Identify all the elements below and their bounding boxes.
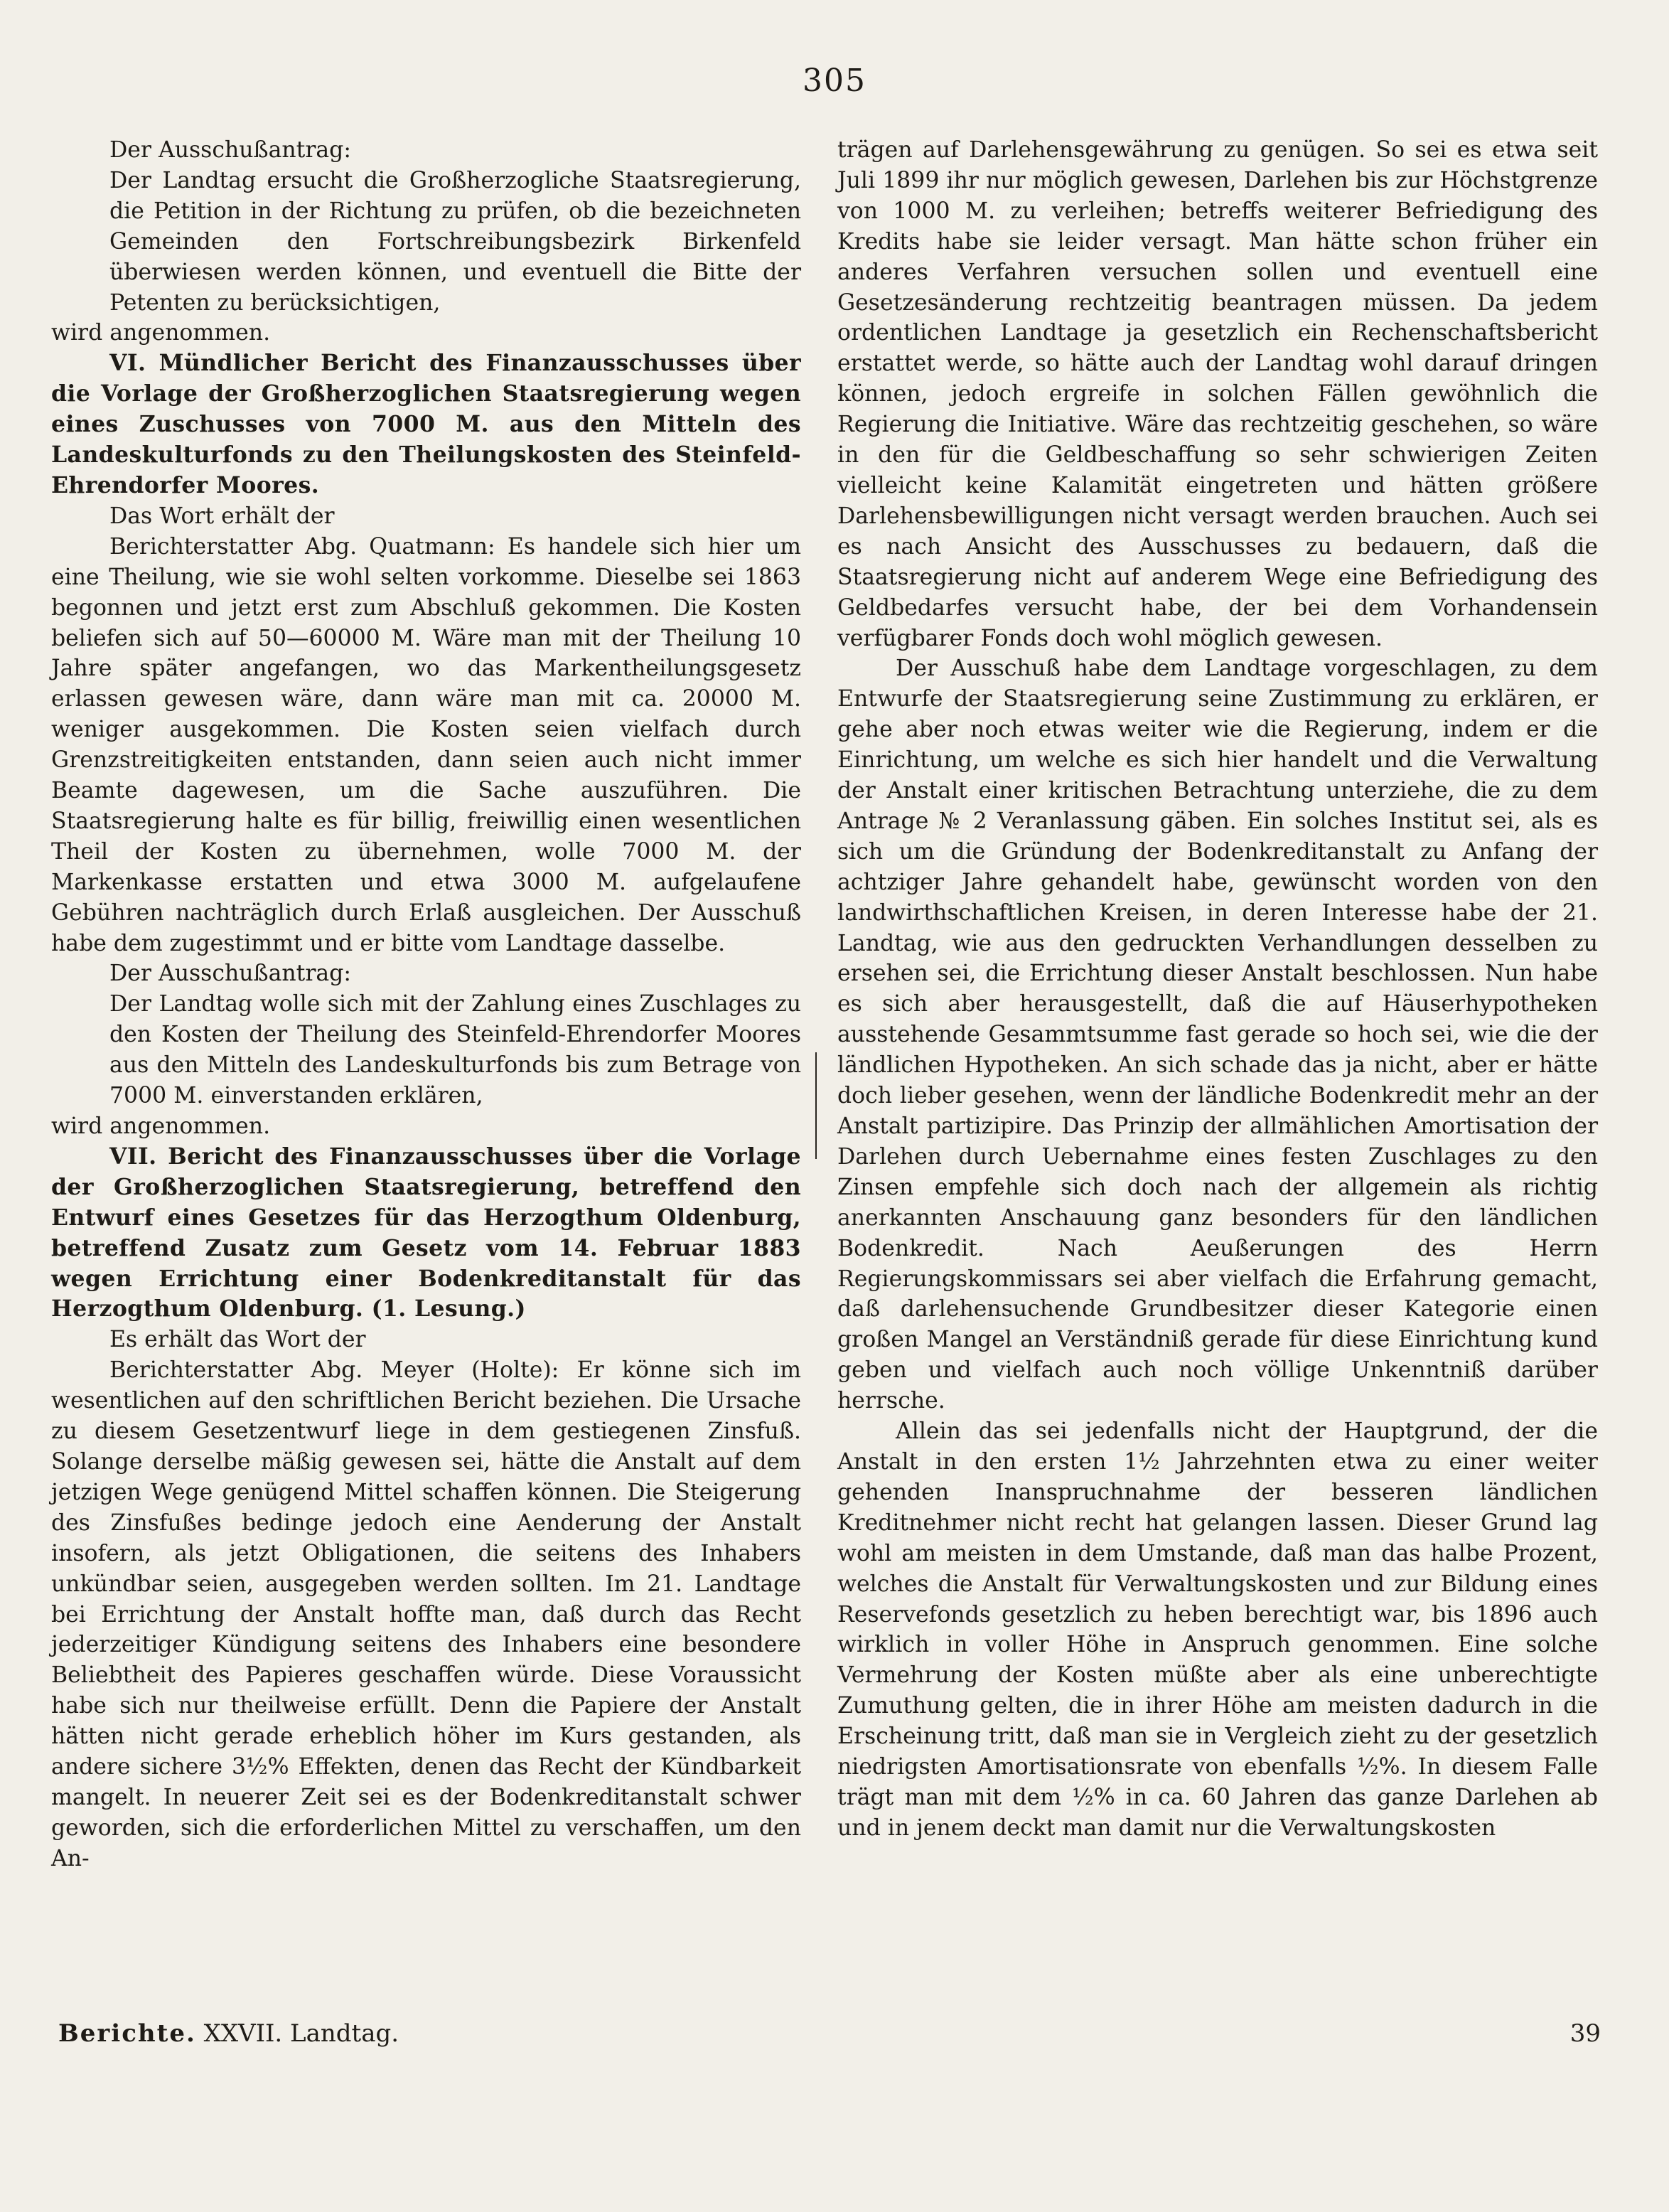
paragraph: Der Ausschußantrag: <box>109 137 351 163</box>
paragraph: Der Ausschuß habe dem Landtage vorgeschlagen, zu dem Entwurfe der Staatsregierung seine Zustimmung zu erklären, er gehe aber noch etwas weiter wie die Regierung, indem er die Einrichtung, um welche es sich hier handelt und die Verwaltung der Anstalt einer kritischen Betrachtung unterziehe, die zu dem Antrage № 2 Veranlassung gäben. Ein solches Institut sei, als es sich um die Gründung der Bodenkreditanstalt zu Anfang der achtziger Jahre gehandelt habe, gewünscht worden von den landwirthschaftlichen Kreisen, in deren Interesse habe der 21. Landtag, wie aus den gedruckten Verhandlungen desselben zu ersehen sei, die Errichtung dieser Anstalt beschlossen. Nun habe es sich aber herausgestellt, daß die auf Häuserhypotheken ausstehende Gesammtsumme fast gerade so hoch sei, wie die der ländlichen Hypotheken. An sich schade das ja nicht, aber er hätte doch lieber gesehen, wenn der ländliche Bodenkredit mehr an der Anstalt partizipire. Das Prinzip der allmählichen Amortisation der Darlehen durch Uebernahme eines festen Zuschlages zu den Zinsen empfehle sich doch nach der allgemein als richtig anerkannten Anschauung ganz besonders für den ländlichen Bodenkredit. Nach Aeußerungen des Herrn Regierungskommissars sei aber vielfach die Erfahrung gemacht, daß darlehensuchende Grundbesitzer dieser Kategorie einen großen Mangel an Verständniß gerade für diese Einrichtung kund geben und vielfach auch noch völlige Unkenntniß darüber herrsche. <box>837 656 1598 1414</box>
footer-signature <box>58 2019 399 2048</box>
section-heading: VI. Mündlicher Bericht des Finanzausschusses über die Vorlage der Großherzoglichen Staatsregierung wegen eines Zuschusses von 7000 M. aus den Mitteln des Landeskulturfonds zu den Theilungskosten des Steinfeld-Ehrendorfer Moores. <box>51 350 801 498</box>
paragraph: Berichterstatter Abg. Quatmann: Es handele sich hier um eine Theilung, wie sie wohl selten vorkomme. Dieselbe sei 1863 begonnen und jetzt erst zum Abschluß gekommen. Die Kosten beliefen sich auf 50—60000 M. Wäre man mit der Theilung 10 Jahre später angefangen, wo das Markentheilungsgesetz erlassen gewesen wäre, dann wäre man mit ca. 20000 M. weniger ausgekommen. Die Kosten seien vielfach durch Grenzstreitigkeiten entstanden, dann seien auch nicht immer Beamte dagewesen, um die Sache auszuführen. Die Staatsregierung halte es für billig, freiwillig einen wesentlichen Theil der Kosten zu übernehmen, wolle 7000 M. der Markenkasse erstatten und etwa 3000 M. aufgelaufene Gebühren nachträglich durch Erlaß ausgleichen. Der Ausschuß habe dem zugestimmt und er bitte vom Landtage dasselbe. <box>51 533 801 956</box>
section-heading: VII. Bericht des Finanzausschusses über die Vorlage der Großherzoglichen Staatsregierung, betreffend den Entwurf eines Gesetzes für das Herzogthum Oldenburg, betreffend Zusatz zum Gesetz vom 14. Februar 1883 wegen Errichtung einer Bodenkreditanstalt für das Herzogthum Oldenburg. (1. Lesung.) <box>51 1143 801 1323</box>
paragraph: Das Wort erhält der <box>109 503 335 529</box>
page-number: 305 <box>803 63 866 99</box>
right-column <box>837 135 1598 1844</box>
paragraph: Berichterstatter Abg. Meyer (Holte): Er könne sich im wesentlichen auf den schriftlichen Bericht beziehen. Die Ursache zu diesem Gesetzentwurf liege in dem gestiegenen Zinsfuß. Solange derselbe mäßig gewesen sei, hätte die Anstalt auf dem jetzigen Wege genügend Mittel schaffen können. Die Steigerung des Zinsfußes bedinge jedoch eine Aenderung der Anstalt insofern, als jetzt Obligationen, die seitens des Inhabers unkündbar seien, ausgegeben werden sollten. Im 21. Landtage bei Errichtung der Anstalt hoffte man, daß durch das Recht jederzeitiger Kündigung seitens des Inhabers eine besondere Beliebtheit des Papieres geschaffen würde. Diese Voraussicht habe sich nur theilweise erfüllt. Denn die Papiere der Anstalt hätten nicht gerade erheblich höher im Kurs gestanden, als andere sichere 3½% Effekten, denen das Recht der Kündbarkeit mangelt. In neuerer Zeit sei es der Bodenkreditanstalt schwer geworden, sich die erforderlichen Mittel zu verschaffen, um den An- <box>51 1357 801 1871</box>
paragraph: Der Landtag ersucht die Großherzogliche Staatsregierung, die Petition in der Richtung zu prüfen, ob die bezeichneten Gemeinden den Fortschreibungsbezirk Birkenfeld überwiesen werden können, und eventuell die Bitte der Petenten zu berücksichtigen, <box>109 167 801 316</box>
paragraph: trägen auf Darlehensgewährung zu genügen. So sei es etwa seit Juli 1899 ihr nur möglich gewesen, Darlehen bis zur Höchstgrenze von 1000 M. zu verleihen; betreffs weiterer Befriedigung des Kredits habe sie leider versagt. Man hätte schon früher ein anderes Verfahren versuchen sollen und eventuell eine Gesetzesänderung rechtzeitig beantragen müssen. Da jedem ordentlichen Landtage ja gesetzlich ein Rechenschaftsbericht erstattet werde, so hätte auch der Landtag wohl darauf dringen können, jedoch ergreife in solchen Fällen gewöhnlich die Regierung die Initiative. Wäre das rechtzeitig geschehen, so wäre in den für die Geldbeschaffung so sehr schwierigen Zeiten vielleicht keine Kalamität eingetreten und hätten größere Darlehensbewilligungen nicht versagt werden brauchen. Auch sei es nach Ansicht des Ausschusses zu bedauern, daß die Staatsregierung nicht auf anderem Wege eine Befriedigung des Geldbedarfes versucht habe, der bei dem Vorhandensein verfügbarer Fonds doch wohl möglich gewesen. <box>837 137 1598 651</box>
column-divider <box>815 1052 817 1159</box>
paragraph: Der Ausschußantrag: <box>109 961 351 987</box>
paragraph: wird angenommen. <box>51 1113 271 1139</box>
paragraph: wird angenommen. <box>51 320 271 346</box>
footer-label: Berichte. <box>58 2019 196 2048</box>
paragraph: Der Landtag wolle sich mit der Zahlung eines Zuschlages zu den Kosten der Theilung des Steinfeld-Ehrendorfer Moores aus den Mitteln des Landeskulturfonds bis zum Betrage von 7000 M. einverstanden erklären, <box>109 991 801 1109</box>
paragraph: Allein das sei jedenfalls nicht der Hauptgrund, der die Anstalt in den ersten 1½ Jahrzehnten etwa zu einer weiter gehenden Inanspruchnahme der besseren ländlichen Kreditnehmer nicht recht hat gelangen lassen. Dieser Grund lag wohl am meisten in dem Umstande, daß man das halbe Prozent, welches die Anstalt für Verwaltungskosten und zur Bildung eines Reservefonds gesetzlich zu heben berechtigt war, bis 1896 auch wirklich in voller Höhe in Anspruch genommen. Eine solche Vermehrung der Kosten müßte aber als eine unberechtigte Zumuthung gelten, die in ihrer Höhe am meisten dadurch in die Erscheinung tritt, daß man sie in Vergleich zieht zu der gesetzlich niedrigsten Amortisationsrate von ebenfalls ½%. In diesem Falle trägt man mit dem ½% in ca. 60 Jahren das ganze Darlehen ab und in jenem deckt man damit nur die Verwaltungskosten <box>837 1418 1598 1841</box>
left-column <box>51 135 801 1874</box>
paragraph: Es erhält das Wort der <box>109 1327 366 1353</box>
sheet-number: 39 <box>1569 2019 1601 2048</box>
footer-session: XXVII. Landtag. <box>203 2019 399 2048</box>
